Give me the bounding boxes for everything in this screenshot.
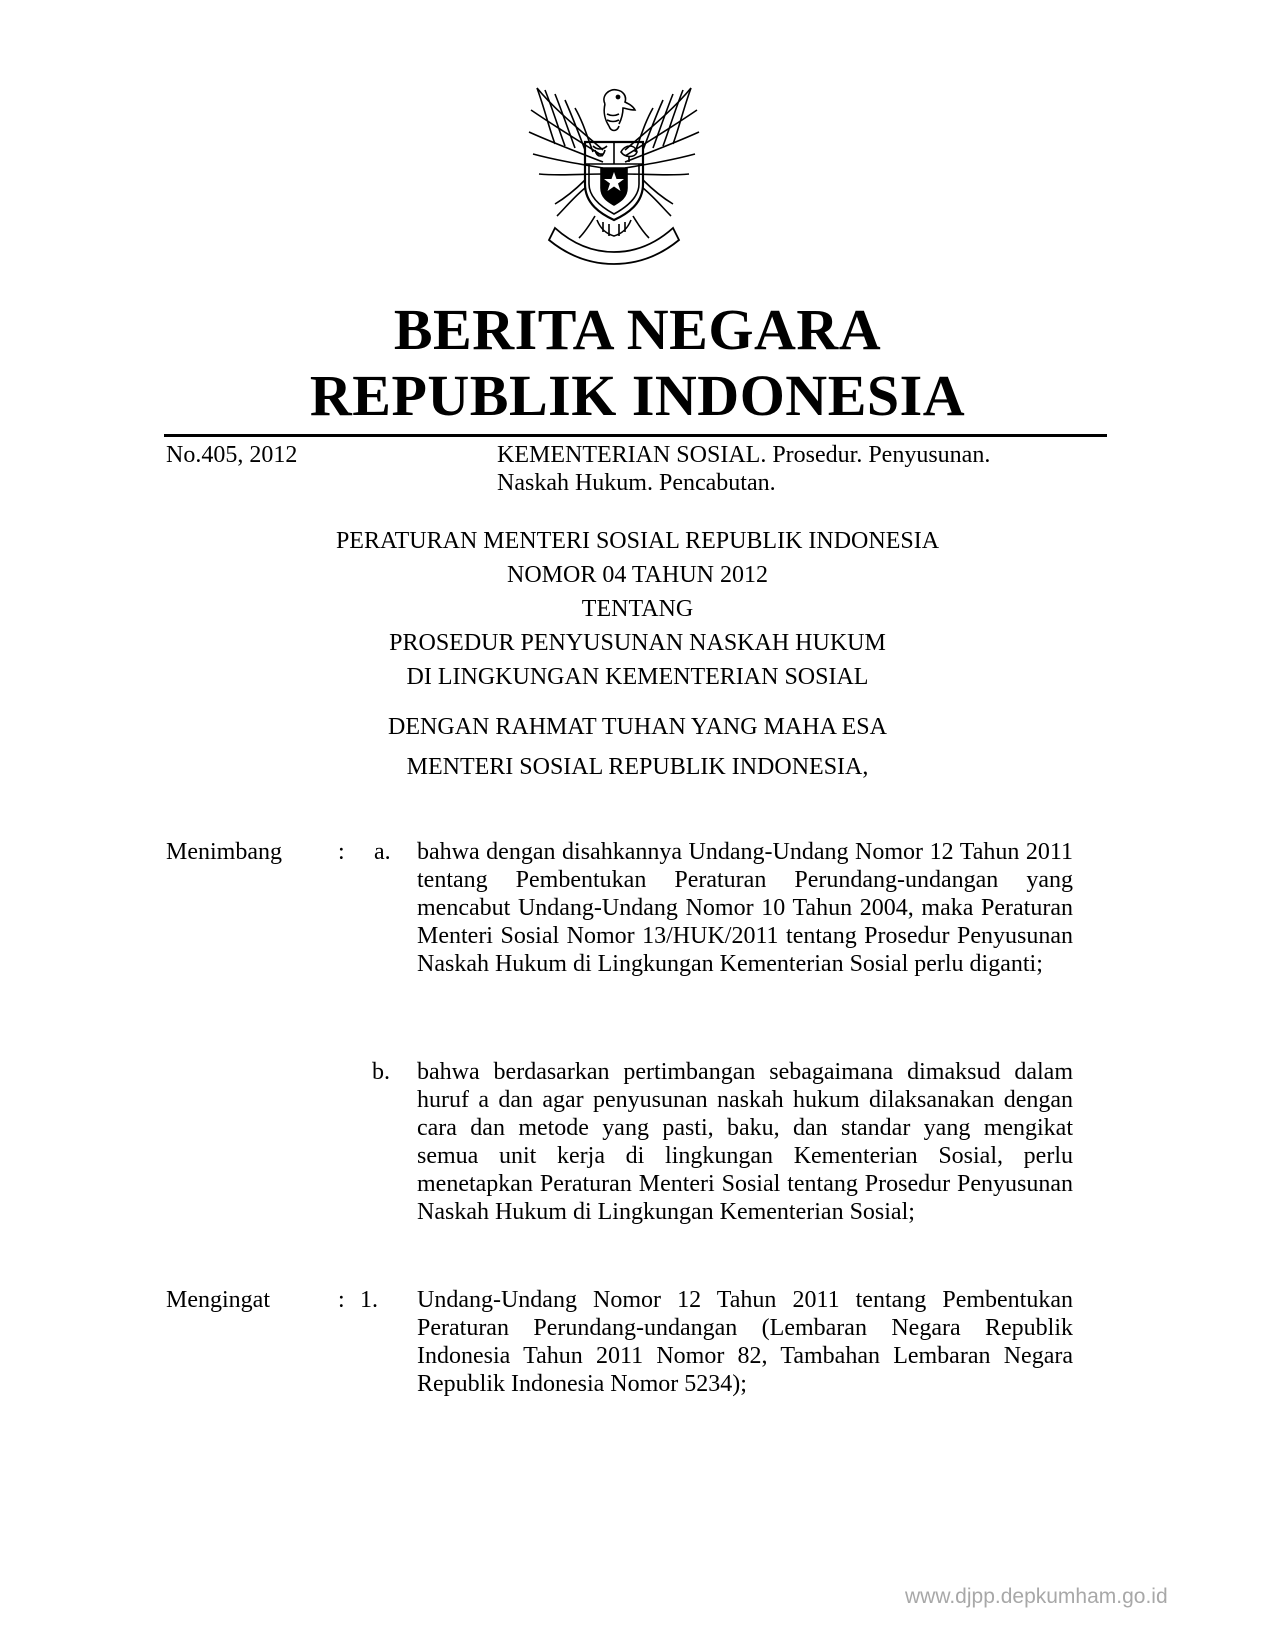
regulation-number: NOMOR 04 TAHUN 2012 — [507, 562, 768, 588]
regulation-tentang: TENTANG — [581, 596, 694, 622]
masthead-title-line2: REPUBLIK INDONESIA — [309, 363, 966, 428]
menimbang-item-marker: a. — [374, 839, 391, 865]
menimbang-item-text: bahwa dengan disahkannya Undang-Undang Nomor 12 Tahun 2011 tentang Pembentukan Peraturan Perundang-undangan yang mencabut Undang-Undang Nomor 10 Tahun 2004, maka Peraturan Menteri Sosial Nomor 13/HUK/2011 tentang Prosedur Penyusunan Naskah Hukum di Lingkungan Kementerian Sosial perlu diganti; — [417, 839, 1073, 977]
mengingat-item-text: Undang-Undang Nomor 12 Tahun 2011 tentang Pembentukan Peraturan Perundang-undangan (Lembaran Negara Republik Indonesia Tahun 2011 Nomor 82, Tambahan Lembaran Negara Republik Indonesia Nomor 5234); — [417, 1287, 1073, 1397]
regulation-subject-line2: DI LINGKUNGAN KEMENTERIAN SOSIAL — [406, 664, 869, 690]
gazette-subject-line2: Naskah Hukum. Pencabutan. — [497, 470, 776, 496]
gazette-subject-line1: KEMENTERIAN SOSIAL. Prosedur. Penyusunan. — [497, 442, 991, 468]
mengingat-label: Mengingat — [166, 1287, 270, 1313]
masthead-divider — [164, 434, 1107, 437]
menimbang-item-marker: b. — [372, 1059, 390, 1085]
gazette-number: No.405, 2012 — [166, 442, 298, 468]
gazette-subject — [497, 441, 1117, 497]
menimbang-colon: : — [338, 839, 345, 865]
regulation-title: PERATURAN MENTERI SOSIAL REPUBLIK INDONESIA — [335, 528, 940, 554]
mengingat-colon: : — [338, 1287, 345, 1313]
masthead-title-line1: BERITA NEGARA — [393, 297, 882, 362]
preamble-authority: MENTERI SOSIAL REPUBLIK INDONESIA, — [406, 754, 869, 780]
menimbang-label: Menimbang — [166, 839, 282, 865]
regulation-subject-line1: PROSEDUR PENYUSUNAN NASKAH HUKUM — [389, 630, 886, 656]
garuda-pancasila-emblem-icon — [525, 80, 703, 270]
footer-url: www.djpp.depkumham.go.id — [905, 1585, 1168, 1608]
preamble-invocation: DENGAN RAHMAT TUHAN YANG MAHA ESA — [388, 714, 887, 740]
mengingat-item-marker: 1. — [360, 1287, 378, 1313]
menimbang-item-text: bahwa berdasarkan pertimbangan sebagaimana dimaksud dalam huruf a dan agar penyusunan naskah hukum dilaksanakan dengan cara dan metode yang pasti, baku, dan standar yang mengikat semua unit kerja di lingkungan Kementerian Sosial, perlu menetapkan Peraturan Menteri Sosial tentang Prosedur Penyusunan Naskah Hukum di Lingkungan Kementerian Sosial; — [417, 1059, 1073, 1225]
